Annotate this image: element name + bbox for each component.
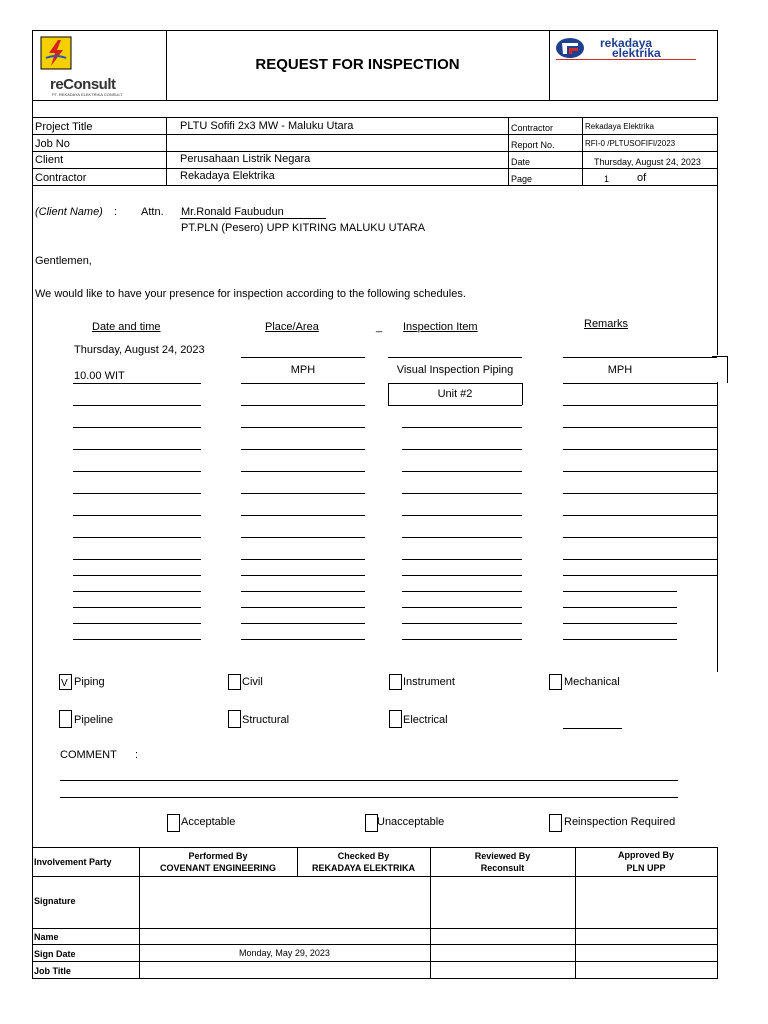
attn-organization: PT.PLN (Pesero) UPP KITRING MALUKU UTARA [181,222,426,234]
pipeline-checkbox[interactable] [59,710,72,728]
date-value: Thursday, August 24, 2023 [594,157,701,167]
reinspection-checkbox[interactable] [549,814,562,832]
contractor-value: Rekadaya Elektrika [180,170,275,182]
pipeline-label: Pipeline [74,714,114,726]
rekadaya-logo-text2: elektrika [612,46,661,60]
acceptable-checkbox[interactable] [167,814,180,832]
page-of: of [637,172,647,184]
comment-colon: : [135,749,139,761]
piping-check-mark: V [61,678,68,689]
job-no-label: Job No [35,138,70,150]
reconsult-subtitle: PT. REKADAYA ELEKTRIKA CONSULT [52,92,123,97]
comment-line-2[interactable] [60,797,678,798]
attn-label: Attn. [141,206,164,218]
client-label: Client [35,154,64,166]
performed-by-org: COVENANT ENGINEERING [159,863,276,873]
electrical-label: Electrical [403,714,448,726]
job-title-label: Job Title [34,966,71,976]
name-label: Name [34,932,59,942]
approved-by-label: Approved By [617,850,674,860]
schedule-time: 10.00 WIT [74,370,125,382]
col-header-place: Place/Area [265,321,319,333]
attn-person: Mr.Ronald Faubudun [181,206,284,218]
right-contractor-value: Rekadaya Elektrika [585,122,654,131]
contractor-label: Contractor [35,172,87,184]
project-title-label: Project Title [35,121,93,133]
signature-label: Signature [34,896,76,906]
reinspection-label: Reinspection Required [564,816,676,828]
client-value: Perusahaan Listrik Negara [180,153,311,165]
structural-label: Structural [242,714,290,726]
comment-line-1[interactable] [60,780,678,781]
unacceptable-label: Unacceptable [377,816,445,828]
electrical-checkbox[interactable] [389,710,402,728]
schedule-item-2: Unit #2 [437,388,473,400]
comment-label: COMMENT [60,749,117,761]
schedule-date: Thursday, August 24, 2023 [74,344,205,356]
involvement-party-label: Involvement Party [34,857,112,867]
col-header-date: Date and time [92,321,161,333]
schedule-item-1: Visual Inspection Piping [396,364,514,376]
right-contractor-label: Contractor [511,123,554,133]
acceptable-label: Acceptable [181,816,236,828]
civil-checkbox[interactable] [228,674,241,690]
checked-by-label: Checked By [337,851,390,861]
reviewed-by-label: Reviewed By [474,851,531,861]
client-name-label: (Client Name) [35,206,103,218]
page-value: 1 [604,174,610,184]
sign-date-value: Monday, May 29, 2023 [239,948,330,958]
report-no-value: RFI-0 /PLTUSOFIFI/2023 [585,139,676,148]
greeting: Gentlemen, [35,255,92,267]
mechanical-checkbox[interactable] [549,674,562,690]
approved-by-org: PLN UPP [626,863,666,873]
col-header-remarks: Remarks [584,318,629,330]
client-name-colon: : [114,206,118,218]
reconsult-logo: reConsult [50,76,116,93]
mechanical-label: Mechanical [564,676,620,688]
pln-logo [40,36,72,70]
instrument-label: Instrument [403,676,455,688]
other-discipline-line [563,728,622,729]
letter-body: We would like to have your presence for inspection according to the following schedules. [35,288,466,300]
schedule-remarks: MPH [607,364,633,376]
piping-label: Piping [74,676,105,688]
civil-label: Civil [242,676,263,688]
project-title-value: PLTU Sofifi 2x3 MW - Maluku Utara [180,120,354,132]
form-frame [32,30,718,978]
report-no-label: Report No. [511,140,555,150]
schedule-place: MPH [290,364,316,376]
col-header-separator: _ [376,321,383,333]
col-header-item: Inspection Item [403,321,478,333]
performed-by-label: Performed By [188,851,248,861]
page-title: REQUEST FOR INSPECTION [255,56,460,73]
rekadaya-logo-text1: rekadaya [600,36,653,50]
reviewed-by-org: Reconsult [480,863,525,873]
checked-by-org: REKADAYA ELEKTRIKA [311,863,416,873]
page-label: Page [511,174,533,184]
instrument-checkbox[interactable] [389,674,402,690]
sign-date-label: Sign Date [34,949,76,959]
structural-checkbox[interactable] [228,710,241,728]
date-label: Date [511,157,531,167]
